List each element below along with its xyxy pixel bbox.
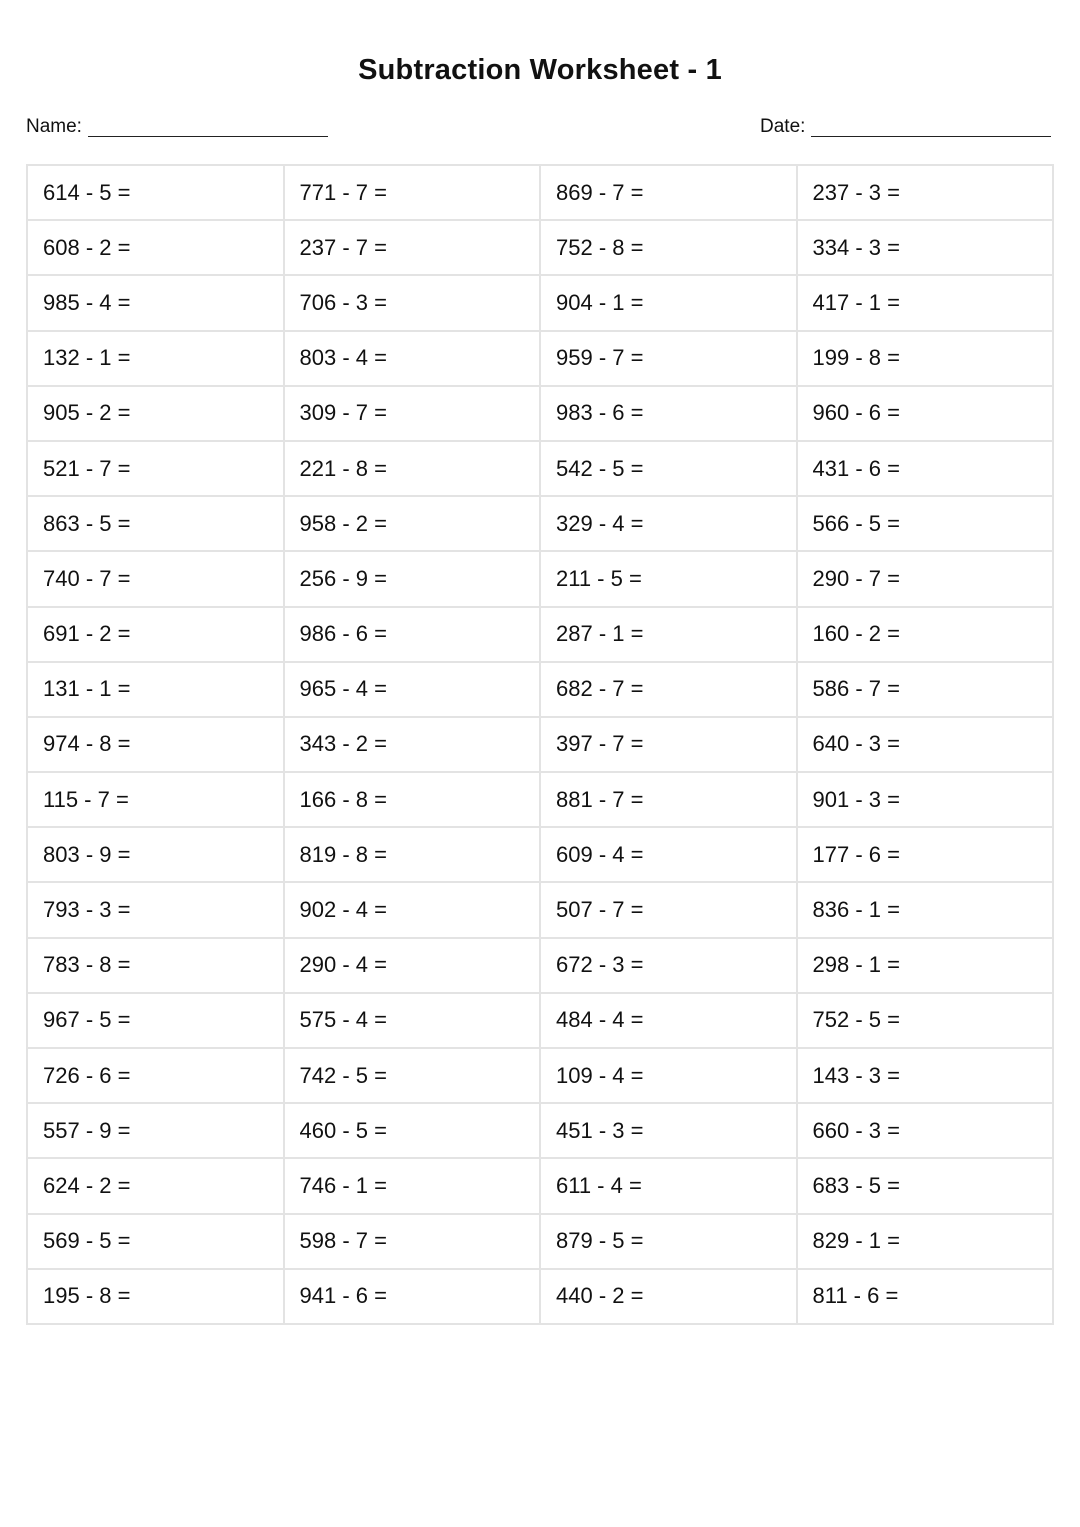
problem-cell: 752 - 8 =: [540, 220, 797, 275]
problem-cell: 211 - 5 =: [540, 551, 797, 606]
problem-cell: 672 - 3 =: [540, 938, 797, 993]
problem-cell: 683 - 5 =: [797, 1158, 1054, 1213]
problem-cell: 598 - 7 =: [284, 1214, 541, 1269]
problem-cell: 706 - 3 =: [284, 275, 541, 330]
problem-cell: 608 - 2 =: [27, 220, 284, 275]
problem-row: [27, 1048, 1053, 1103]
problem-cell: 177 - 6 =: [797, 827, 1054, 882]
problem-cell: 309 - 7 =: [284, 386, 541, 441]
problem-row: [27, 220, 1053, 275]
problem-row: [27, 1158, 1053, 1213]
problem-row: [27, 331, 1053, 386]
problem-cell: 829 - 1 =: [797, 1214, 1054, 1269]
problem-cell: 682 - 7 =: [540, 662, 797, 717]
problem-cell: 586 - 7 =: [797, 662, 1054, 717]
problem-row: [27, 386, 1053, 441]
problem-cell: 109 - 4 =: [540, 1048, 797, 1103]
problem-cell: 967 - 5 =: [27, 993, 284, 1048]
problem-cell: 609 - 4 =: [540, 827, 797, 882]
problem-cell: 960 - 6 =: [797, 386, 1054, 441]
problem-cell: 256 - 9 =: [284, 551, 541, 606]
problem-row: [27, 827, 1053, 882]
problem-cell: 742 - 5 =: [284, 1048, 541, 1103]
problem-cell: 298 - 1 =: [797, 938, 1054, 993]
problem-cell: 836 - 1 =: [797, 882, 1054, 937]
date-label: Date:: [760, 116, 806, 137]
problem-cell: 237 - 3 =: [797, 165, 1054, 220]
date-field[interactable]: [760, 114, 1051, 140]
problem-cell: 431 - 6 =: [797, 441, 1054, 496]
problem-cell: 905 - 2 =: [27, 386, 284, 441]
problem-cell: 752 - 5 =: [797, 993, 1054, 1048]
problem-cell: 941 - 6 =: [284, 1269, 541, 1324]
problem-cell: 985 - 4 =: [27, 275, 284, 330]
problem-row: [27, 717, 1053, 772]
problem-cell: 879 - 5 =: [540, 1214, 797, 1269]
problem-row: [27, 1103, 1053, 1158]
problem-cell: 660 - 3 =: [797, 1103, 1054, 1158]
problem-cell: 132 - 1 =: [27, 331, 284, 386]
problem-cell: 881 - 7 =: [540, 772, 797, 827]
problem-cell: 451 - 3 =: [540, 1103, 797, 1158]
problem-cell: 974 - 8 =: [27, 717, 284, 772]
problem-cell: 819 - 8 =: [284, 827, 541, 882]
problem-cell: 611 - 4 =: [540, 1158, 797, 1213]
problem-cell: 863 - 5 =: [27, 496, 284, 551]
problem-cell: 983 - 6 =: [540, 386, 797, 441]
problem-cell: 160 - 2 =: [797, 607, 1054, 662]
problem-cell: 614 - 5 =: [27, 165, 284, 220]
name-field[interactable]: [26, 114, 328, 140]
problem-cell: 460 - 5 =: [284, 1103, 541, 1158]
problem-row: [27, 772, 1053, 827]
problem-cell: 691 - 2 =: [27, 607, 284, 662]
problem-cell: 901 - 3 =: [797, 772, 1054, 827]
problem-cell: 746 - 1 =: [284, 1158, 541, 1213]
problem-cell: 237 - 7 =: [284, 220, 541, 275]
problem-cell: 329 - 4 =: [540, 496, 797, 551]
problem-cell: 521 - 7 =: [27, 441, 284, 496]
problem-row: [27, 1269, 1053, 1324]
problem-cell: 803 - 4 =: [284, 331, 541, 386]
problem-row: [27, 551, 1053, 606]
problem-cell: 484 - 4 =: [540, 993, 797, 1048]
problem-cell: 811 - 6 =: [797, 1269, 1054, 1324]
problem-cell: 290 - 7 =: [797, 551, 1054, 606]
problem-row: [27, 275, 1053, 330]
problem-cell: 290 - 4 =: [284, 938, 541, 993]
problem-cell: 569 - 5 =: [27, 1214, 284, 1269]
name-label: Name:: [26, 116, 82, 137]
problem-cell: 726 - 6 =: [27, 1048, 284, 1103]
problem-cell: 869 - 7 =: [540, 165, 797, 220]
problem-cell: 904 - 1 =: [540, 275, 797, 330]
problem-cell: 166 - 8 =: [284, 772, 541, 827]
problem-cell: 557 - 9 =: [27, 1103, 284, 1158]
problem-cell: 803 - 9 =: [27, 827, 284, 882]
problem-cell: 417 - 1 =: [797, 275, 1054, 330]
problem-row: [27, 938, 1053, 993]
problem-cell: 793 - 3 =: [27, 882, 284, 937]
problem-cell: 221 - 8 =: [284, 441, 541, 496]
problem-cell: 334 - 3 =: [797, 220, 1054, 275]
name-blank-line[interactable]: [88, 135, 328, 137]
problem-cell: 902 - 4 =: [284, 882, 541, 937]
problem-grid-body: [27, 165, 1053, 1324]
problem-cell: 566 - 5 =: [797, 496, 1054, 551]
problem-cell: 287 - 1 =: [540, 607, 797, 662]
problem-grid: [26, 164, 1054, 1325]
problem-row: [27, 993, 1053, 1048]
problem-cell: 965 - 4 =: [284, 662, 541, 717]
problem-cell: 507 - 7 =: [540, 882, 797, 937]
worksheet-title: Subtraction Worksheet - 1: [358, 54, 722, 86]
date-blank-line[interactable]: [811, 135, 1051, 137]
problem-cell: 397 - 7 =: [540, 717, 797, 772]
problem-cell: 958 - 2 =: [284, 496, 541, 551]
problem-cell: 771 - 7 =: [284, 165, 541, 220]
problem-cell: 199 - 8 =: [797, 331, 1054, 386]
problem-cell: 115 - 7 =: [27, 772, 284, 827]
problem-row: [27, 882, 1053, 937]
problem-row: [27, 441, 1053, 496]
problem-cell: 440 - 2 =: [540, 1269, 797, 1324]
problem-cell: 640 - 3 =: [797, 717, 1054, 772]
problem-row: [27, 662, 1053, 717]
problem-cell: 624 - 2 =: [27, 1158, 284, 1213]
problem-row: [27, 1214, 1053, 1269]
problem-row: [27, 165, 1053, 220]
problem-cell: 740 - 7 =: [27, 551, 284, 606]
problem-cell: 343 - 2 =: [284, 717, 541, 772]
problem-cell: 783 - 8 =: [27, 938, 284, 993]
problem-cell: 986 - 6 =: [284, 607, 541, 662]
problem-cell: 575 - 4 =: [284, 993, 541, 1048]
problem-cell: 959 - 7 =: [540, 331, 797, 386]
problem-cell: 195 - 8 =: [27, 1269, 284, 1324]
problem-row: [27, 496, 1053, 551]
problem-cell: 131 - 1 =: [27, 662, 284, 717]
problem-row: [27, 607, 1053, 662]
problem-cell: 542 - 5 =: [540, 441, 797, 496]
problem-cell: 143 - 3 =: [797, 1048, 1054, 1103]
